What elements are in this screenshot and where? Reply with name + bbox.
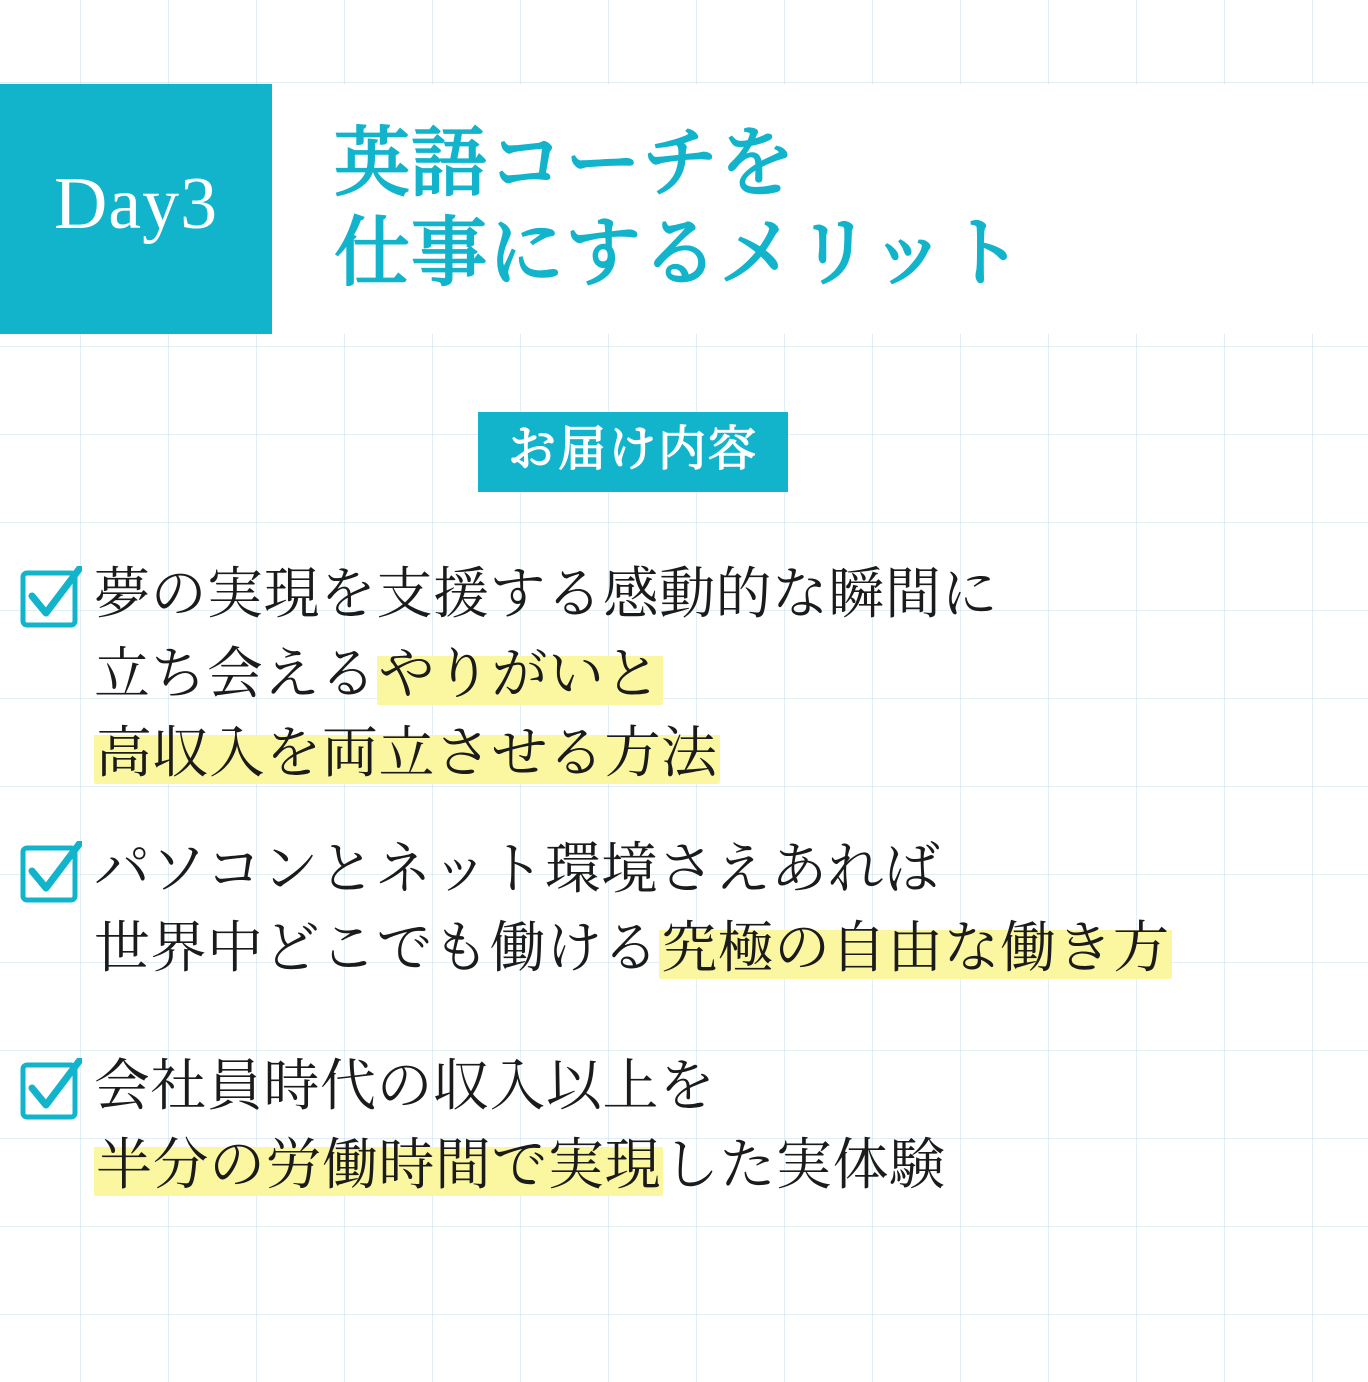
- header-title-line-2: 仕事にするメリット: [334, 211, 1024, 296]
- header-banner: [0, 84, 1368, 334]
- checkbox-checked-icon: [20, 1044, 94, 1120]
- text-segment: 会社員時代の収入以上を: [94, 1053, 716, 1117]
- day-badge: Day3: [0, 84, 272, 334]
- list-item-text: [94, 552, 1350, 793]
- text-segment: した実体験: [663, 1133, 946, 1197]
- list-item-text: [94, 1044, 1350, 1205]
- list-item: [20, 1044, 1350, 1205]
- header-title-line-1: 英語コーチを: [334, 121, 796, 207]
- text-segment: 世界中どこでも働ける: [94, 916, 659, 980]
- highlighted-text-segment: 高収入を両立させる方法: [96, 721, 718, 785]
- checklist: [20, 552, 1350, 1239]
- list-item-text: [94, 827, 1350, 988]
- text-line: [94, 713, 1350, 793]
- header-title: [272, 84, 1368, 334]
- text-line: [94, 908, 1350, 988]
- text-line: [94, 1046, 1350, 1126]
- highlighted-text-segment: 半分の労働時間で実現: [96, 1133, 661, 1197]
- section-label: お届け内容: [478, 412, 788, 492]
- checkbox-checked-icon: [20, 552, 94, 628]
- text-line: [94, 634, 1350, 714]
- checkbox-checked-icon: [20, 827, 94, 903]
- list-item: [20, 827, 1350, 988]
- highlighted-text-segment: 究極の自由な働き方: [661, 916, 1170, 980]
- text-segment: 夢の実現を支援する感動的な瞬間に: [94, 562, 998, 625]
- text-line: [94, 1125, 1350, 1205]
- text-segment: 立ち会える: [94, 641, 377, 705]
- highlighted-text-segment: やりがいと: [378, 641, 661, 705]
- text-line: [94, 554, 1350, 634]
- list-item: [20, 552, 1350, 793]
- text-segment: パソコンとネット環境さえあれば: [94, 836, 941, 900]
- text-line: [94, 829, 1350, 909]
